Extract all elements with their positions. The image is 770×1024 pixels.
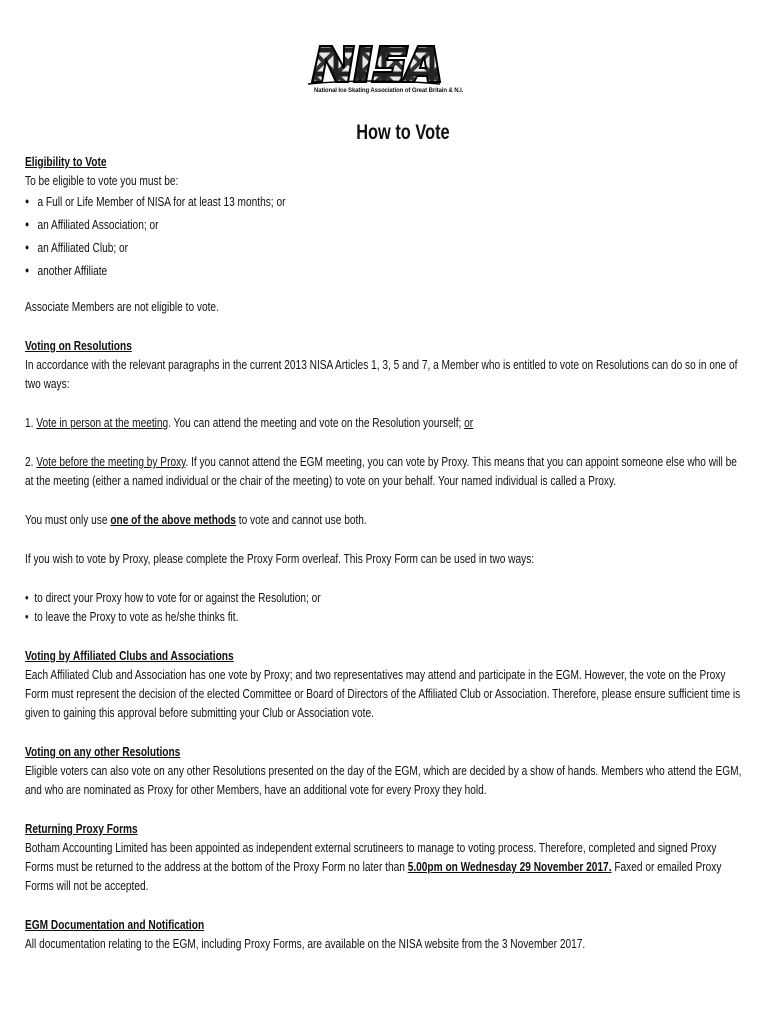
option-2-text: . If you cannot attend the EGM meeting, you can vote by Proxy. This means that you can appoint someone else who will be at the meeting (either a named individual or the chair of the meeting) to vote on your behalf. Your named individual is called a Proxy. bbox=[25, 454, 737, 488]
eligibility-intro: To be eligible to vote you must be: bbox=[25, 173, 179, 188]
resolutions-intro: In accordance with the relevant paragraphs in the current 2013 NISA Articles 1, 3, 5 and 7, a Member who is entitled to vote on Resolutions can do so in one of two ways: bbox=[25, 357, 738, 391]
list-item: ● another Affiliate bbox=[25, 259, 743, 282]
affiliated-heading: Voting by Affiliated Clubs and Associations bbox=[25, 648, 234, 663]
list-item: • to direct your Proxy how to vote for or against the Resolution; or bbox=[25, 588, 743, 607]
affiliated-text: Each Affiliated Club and Association has one vote by Proxy; and two representatives may attend and participate in the EGM. However, the vote on the Proxy Form must represent the decision of the elected Committee or Board of Directors of the Affiliated Club or Association. Therefore, please ensure sufficient time is given to gaining this approval before submitting your Club or Association vote. bbox=[25, 667, 741, 720]
section-returning bbox=[25, 819, 743, 895]
list-item: ● an Affiliated Club; or bbox=[25, 236, 743, 259]
nisa-logo-graphic bbox=[300, 38, 450, 86]
document-body bbox=[25, 152, 743, 953]
page-title: How to Vote bbox=[356, 121, 450, 144]
section-eligibility bbox=[25, 152, 743, 316]
proxy-intro: If you wish to vote by Proxy, please complete the Proxy Form overleaf. This Proxy Form can be used in two ways: bbox=[25, 551, 535, 566]
methods-pre: You must only use bbox=[25, 512, 111, 527]
returning-text bbox=[25, 838, 743, 895]
option-1 bbox=[25, 413, 743, 432]
list-item: ● a Full or Life Member of NISA for at least 13 months; or bbox=[25, 190, 743, 213]
option-1-text: . You can attend the meeting and vote on the Resolution yourself; bbox=[168, 415, 465, 430]
section-resolutions bbox=[25, 336, 743, 626]
section-affiliated bbox=[25, 646, 743, 722]
option-1-or: or bbox=[464, 415, 474, 430]
option-2-title: Vote before the meeting by Proxy bbox=[36, 454, 186, 469]
resolutions-heading: Voting on Resolutions bbox=[25, 338, 132, 353]
methods-note bbox=[25, 510, 743, 529]
other-heading: Voting on any other Resolutions bbox=[25, 744, 181, 759]
other-text: Eligible voters can also vote on any other Resolutions presented on the day of the EGM, which are decided by a show of hands. Members who attend the EGM, and who are nominated as Proxy for other Members, have an additional vote for every Proxy they hold. bbox=[25, 763, 742, 797]
section-egm bbox=[25, 915, 743, 953]
option-2 bbox=[25, 452, 743, 490]
option-2-number: 2. bbox=[25, 454, 37, 469]
returning-text-pre: Botham Accounting Limited has been appointed as independent external scrutineers to manage to voting process. Therefore, completed and signed Proxy Forms must be returned to the address at the bottom of the Proxy Form no later than bbox=[25, 840, 717, 874]
methods-emphasis: one of the above methods bbox=[110, 512, 236, 527]
option-1-number: 1. bbox=[25, 415, 37, 430]
logo-tagline: National Ice Skating Association of Great Britain & N.I. bbox=[314, 88, 464, 94]
eligibility-heading: Eligibility to Vote bbox=[25, 154, 107, 169]
returning-text-post: Faxed or emailed Proxy Forms will not be accepted. bbox=[25, 859, 722, 893]
returning-deadline: 5.00pm on Wednesday 29 November 2017. bbox=[407, 859, 612, 874]
proxy-uses-list bbox=[25, 588, 743, 626]
nisa-logo bbox=[300, 38, 464, 98]
egm-heading: EGM Documentation and Notification bbox=[25, 917, 205, 932]
egm-text: All documentation relating to the EGM, including Proxy Forms, are available on the NISA website from the 3 November 2017. bbox=[25, 936, 586, 951]
option-1-title: Vote in person at the meeting bbox=[36, 415, 169, 430]
section-other-resolutions bbox=[25, 742, 743, 799]
methods-post: to vote and cannot use both. bbox=[235, 512, 367, 527]
eligibility-note: Associate Members are not eligible to vote. bbox=[25, 299, 219, 314]
list-item: ● an Affiliated Association; or bbox=[25, 213, 743, 236]
list-item: • to leave the Proxy to vote as he/she thinks fit. bbox=[25, 607, 743, 626]
returning-heading: Returning Proxy Forms bbox=[25, 821, 138, 836]
eligibility-list bbox=[25, 190, 743, 282]
